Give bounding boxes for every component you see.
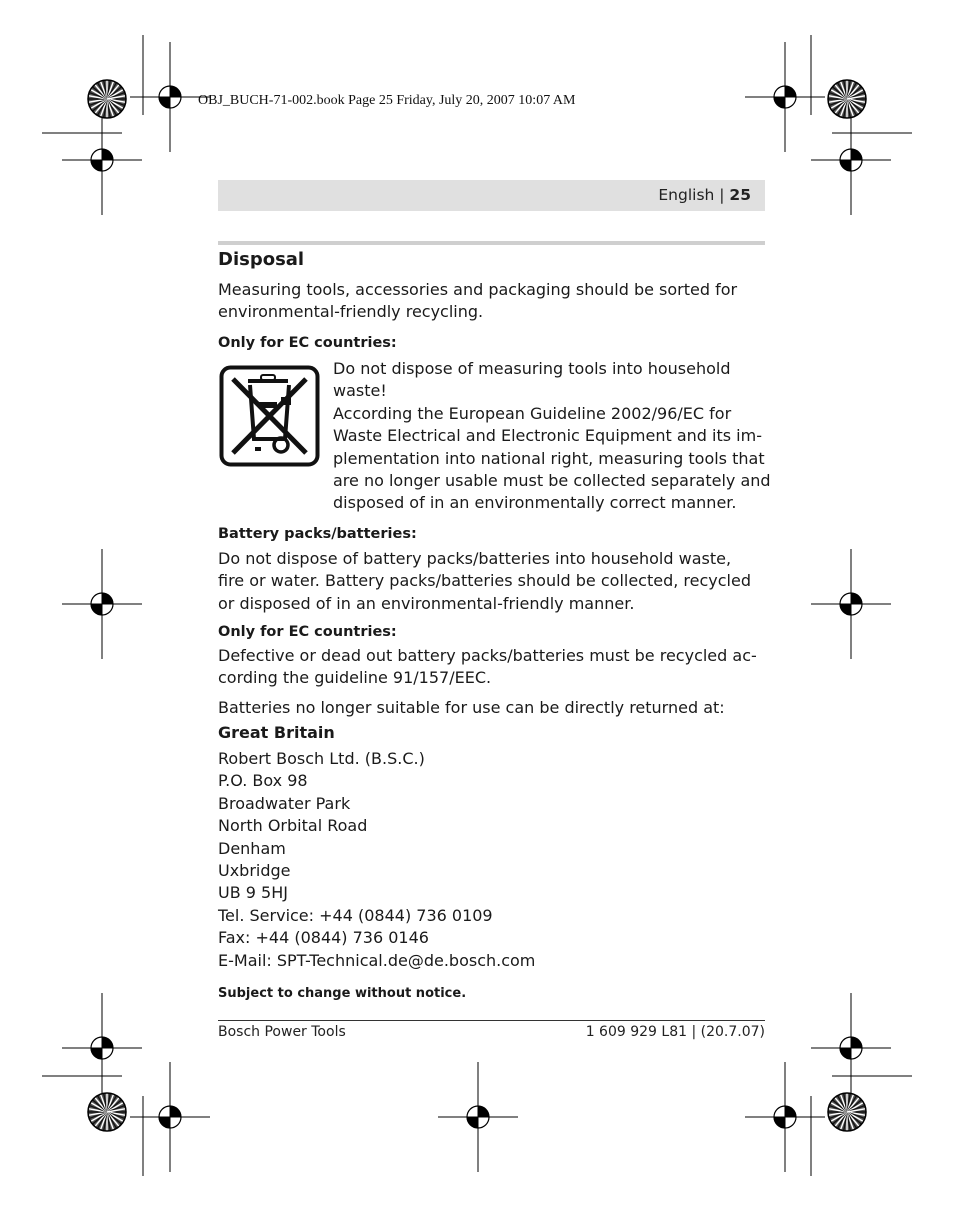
text-line: disposed of in an environmentally correct manner. (333, 493, 737, 513)
address-line: Uxbridge (218, 861, 291, 881)
address-line: Broadwater Park (218, 793, 351, 813)
text-line: According the European Guideline 2002/96/EC for (333, 403, 732, 423)
address-line: Fax: +44 (0844) 736 0146 (218, 928, 429, 948)
text-line: waste! (333, 381, 387, 401)
text-line: cording the guideline 91/157/EEC. (218, 668, 492, 688)
text-line: Defective or dead out battery packs/batteries must be recycled ac- (218, 646, 757, 665)
registration-mark (811, 993, 891, 1103)
print-header: OBJ_BUCH-71-002.book Page 25 Friday, July 20, 2007 10:07 AM (198, 93, 576, 108)
starburst-mark (88, 80, 126, 118)
registration-mark (811, 105, 891, 215)
section-title: Disposal (218, 249, 305, 270)
text-line: are no longer usable must be collected separately and (333, 471, 771, 491)
text-line: Do not dispose of measuring tools into household (333, 359, 731, 378)
starburst-mark (88, 1093, 126, 1131)
header-separator: | (714, 186, 730, 204)
registration-mark (811, 549, 891, 659)
address-line: Tel. Service: +44 (0844) 736 0109 (218, 905, 493, 925)
registration-mark (745, 1062, 825, 1172)
registration-mark (62, 549, 142, 659)
text-line: Measuring tools, accessories and packaging should be sorted for (218, 280, 738, 299)
page-number: 25 (729, 186, 751, 204)
registration-mark (130, 42, 210, 152)
text-line: environmental-friendly recycling. (218, 302, 484, 322)
footer-publisher: Bosch Power Tools (218, 1024, 346, 1040)
header-language: English (658, 186, 715, 204)
text-line: fire or water. Battery packs/batteries should be collected, recycled (218, 571, 751, 591)
address-line: P.O. Box 98 (218, 771, 308, 791)
starburst-mark (828, 80, 866, 118)
return-note: Batteries no longer suitable for use can be directly returned at: (218, 698, 725, 717)
text-line: Do not dispose of battery packs/batteries into household waste, (218, 549, 732, 568)
country-heading: Great Britain (218, 723, 335, 742)
address-line: Denham (218, 838, 286, 858)
battery-ec-heading: Only for EC countries: (218, 624, 397, 640)
ec-countries-heading: Only for EC countries: (218, 335, 397, 351)
text-line: or disposed of in an environmental-friendly manner. (218, 593, 635, 613)
registration-mark (130, 1062, 210, 1172)
registration-mark (438, 1062, 518, 1172)
starburst-mark (828, 1093, 866, 1131)
change-notice: Subject to change without notice. (218, 986, 467, 1001)
address-line: UB 9 5HJ (218, 883, 288, 903)
text-line: Waste Electrical and Electronic Equipment and its im- (333, 426, 762, 446)
registration-mark (62, 993, 142, 1103)
address-line: North Orbital Road (218, 816, 368, 836)
text-line: plementation into national right, measuring tools that (333, 448, 765, 468)
address-line: Robert Bosch Ltd. (B.S.C.) (218, 749, 425, 768)
registration-mark (62, 105, 142, 215)
registration-mark (745, 42, 825, 152)
battery-heading: Battery packs/batteries: (218, 526, 417, 542)
footer-doc-number: 1 609 929 L81 | (20.7.07) (585, 1024, 765, 1040)
address-line: E-Mail: SPT-Technical.de@de.bosch.com (218, 950, 536, 970)
